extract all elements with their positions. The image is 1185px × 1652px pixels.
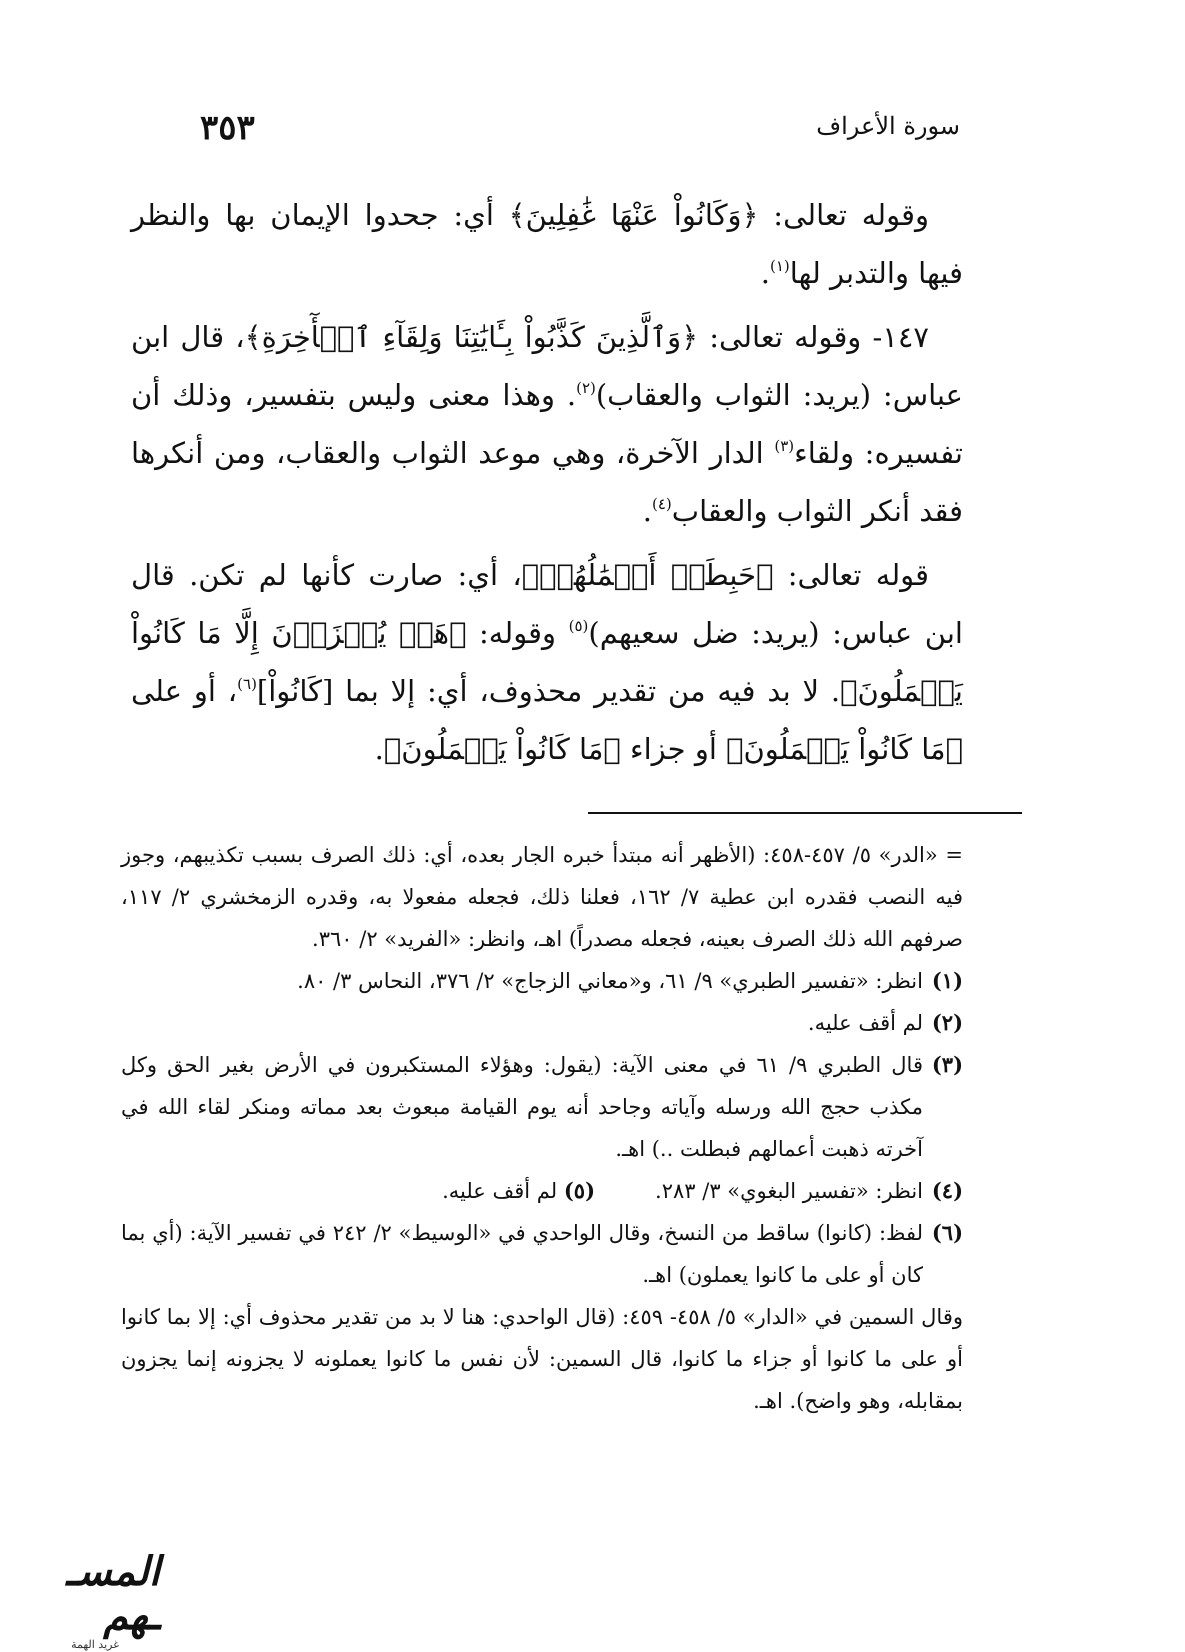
text-run: . لا بد فيه من تقدير محذوف، أي: إلا بما [كَانُواْ] [256,674,841,708]
quran-quote: ﴿مَا كَانُواْ يَعۡمَلُونَ﴾ [726,732,963,766]
footnote-text: لم أقف عليه. [807,1011,923,1035]
text-run: . وهذا معنى وليس بتفسير، وذلك أن تفسيره: ولقاء [131,378,963,470]
footnote-ref-2[interactable]: (٢) [576,379,596,397]
text-run: . [374,732,384,766]
footnote-mark: (٣) [931,1052,963,1077]
page-number: ٣٥٣ [200,108,255,148]
paragraph-2 [131,308,963,540]
text-run: ١٤٧- وقوله تعالى: [698,320,929,354]
footnote-ref-1[interactable]: (١) [769,257,790,275]
paragraph-1 [131,186,963,302]
text-run: أو جزاء [620,732,727,766]
footnote-mark: (١) [931,968,963,993]
footnote-separator [588,812,1022,814]
footnote-ref-6[interactable]: (٦) [237,675,257,693]
footnote-4-5-row [121,1170,963,1212]
quran-quote: ﴿حَبِطَتۡ أَعۡمَٰلُهُمۡ﴾ [521,558,774,592]
quran-quote: ﴿وَكَانُواْ عَنْهَا غَٰفِلِينَ﴾ [508,198,759,232]
footnote-text: انظر: «تفسير الطبري» ٩/ ٦١، و«معاني الزجاج» ٢/ ٣٧٦، النحاس ٣/ ٨٠. [297,969,923,993]
footnote-ref-5[interactable]: (٥) [568,617,589,635]
text-run: وقوله تعالى: [758,198,929,232]
text-run: وقوله: [466,616,569,650]
footnote-ref-4[interactable]: (٤) [651,495,672,513]
text-run: ، أو على [131,674,238,708]
footnote-3 [121,1044,963,1170]
quran-quote: ﴿مَا كَانُواْ يَعۡمَلُونَ﴾ [383,732,621,766]
footnote-6 [121,1212,963,1296]
footnote-text: انظر: «تفسير البغوي» ٣/ ٢٨٣. [655,1179,923,1203]
footnote-6-continuation: وقال السمين في «الدار» ٥/ ٤٥٨- ٤٥٩: (قال الواحدي: هنا لا بد من تقدير محذوف أي: إلا بما كانوا أو على ما كانوا أو جزاء ما كانوا، قال السمين: لأن نفس ما كانوا يعملونه لا يجزونه إنما يجزون بمقابله، وهو واضح). اهـ. [121,1305,963,1413]
footnote-continuation: = «الدر» ٥/ ٤٥٧-٤٥٨: (الأظهر أنه مبتدأ خبره الجار بعده، أي: ذلك الصرف بسبب تكذيبهم، وجوز فيه النصب فقدره ابن عطية ٧/ ١٦٢، فعلنا ذلك، فجعله مفعولا به، وقدره الزمخشري ٢/ ١١٧، صرفهم الله ذلك الصرف بعينه، فجعله مصدراً) اهـ، وانظر: «الفريد» ٢/ ٣٦٠. [121,843,963,951]
main-text [131,186,963,784]
quran-quote: ﴿هَلۡ يُجۡزَوۡنَ إِلَّا مَا كَانُواْ يَعۡمَلُونَ﴾ [131,616,963,708]
surah-title: سورة الأعراف [816,112,960,140]
footnote-mark: (٢) [931,1010,963,1035]
page-header [0,108,1185,162]
footnote-ref-3[interactable]: (٣) [774,437,795,455]
text-run: ، قال ابن عباس: (يريد: الثواب والعقاب) [131,320,963,412]
footnote-1 [121,960,963,1002]
footnotes [121,834,963,1422]
footnote-mark: (٥) [563,1178,596,1203]
paragraph-3 [131,546,963,778]
footnote-mark: (٦) [931,1220,963,1245]
text-run: أي: جحدوا الإيمان بها والنظر فيها والتدبر لها [131,198,963,290]
watermark-sub: غريد الهمة [71,1638,119,1651]
footnote-2 [121,1002,963,1044]
text-run: . [760,256,770,290]
footnote-text: قال الطبري ٩/ ٦١ في معنى الآية: (يقول: وهؤلاء المستكبرون في الأرض بغير الحق وكل مكذب حجج الله ورسله وآياته وجاحد أنه يوم القيامة مبعوث بعد مماته ومنكر لقاء الله في آخرته ذهبت أعمالهم فبطلت ..) اهـ. [121,1053,923,1161]
footnote-text: لم أقف عليه. [442,1179,558,1203]
footnote-5 [442,1170,595,1212]
text-run: ، أي: صارت كأنها لم تكن. قال ابن عباس: (يريد: ضل سعيهم) [131,558,963,650]
text-run: قوله تعالى: [773,558,929,592]
text-run: الدار الآخرة، وهي موعد الثواب والعقاب، ومن أنكرها فقد أنكر الثواب والعقاب [131,436,963,528]
footnote-mark: (٤) [931,1178,963,1203]
watermark-main: المسـ ـهم [66,1548,160,1639]
text-run: . [642,494,652,528]
watermark-logo [30,1548,160,1651]
quran-quote: ﴿وَٱلَّذِينَ كَذَّبُواْ بِـَٔايَٰتِنَا وَلِقَآءِ ٱلۡأٓخِرَةِ﴾ [244,320,699,354]
footnote-text: لفظ: (كانوا) ساقط من النسخ، وقال الواحدي في «الوسيط» ٢/ ٢٤٢ في تفسير الآية: (أي بما كان أو على ما كانوا يعملون) اهـ. [121,1221,923,1287]
